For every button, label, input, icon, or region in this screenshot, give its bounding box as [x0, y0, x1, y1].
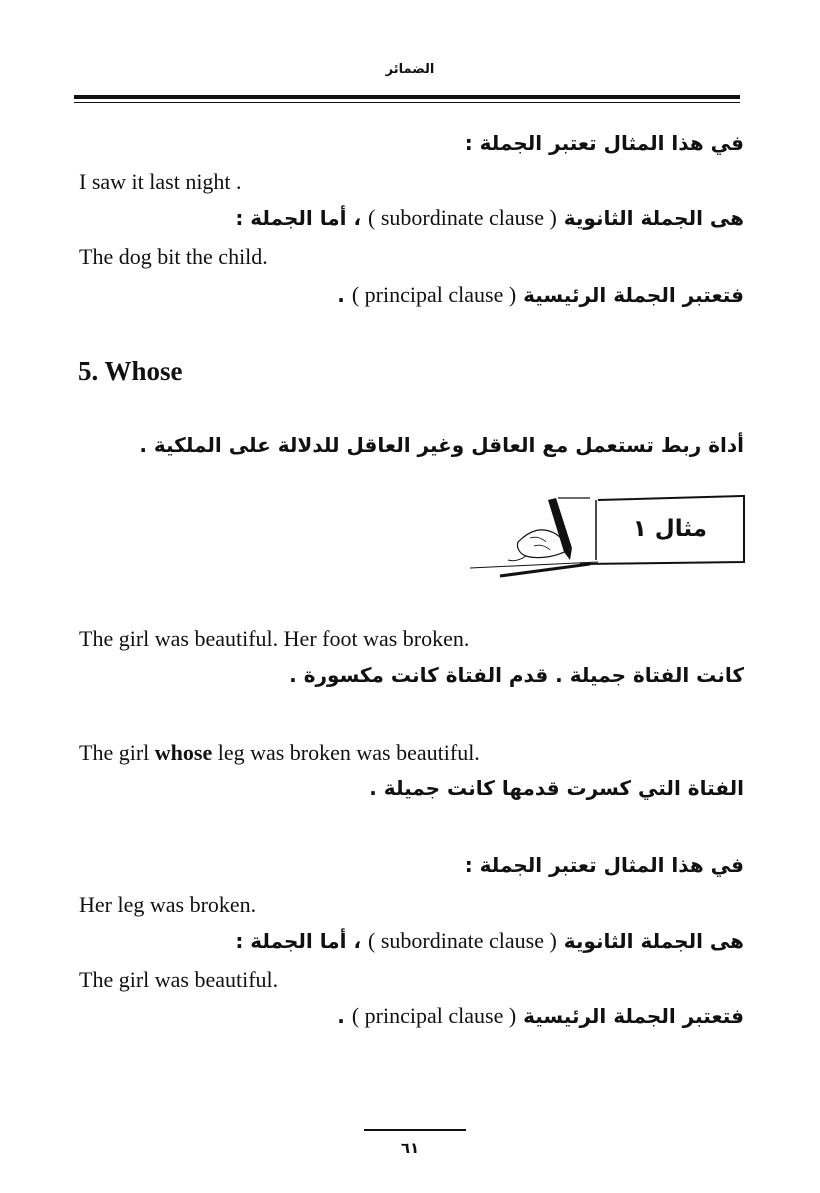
page-header-title: الضمائر — [385, 62, 435, 77]
block2-principal-after: . — [337, 1004, 345, 1028]
block2-subordinate-term: ( subordinate clause ) — [368, 928, 557, 953]
block1-subordinate-after: ، أما الجملة : — [235, 206, 362, 230]
header-rule-thin — [74, 102, 740, 103]
block2-principal-before: فتعتبر الجملة الرئيسية — [523, 1004, 744, 1028]
block1-principal-sentence: The dog bit the child. — [79, 244, 268, 269]
example-label: مثال ١ — [632, 516, 707, 542]
block1-principal-term: ( principal clause ) — [351, 282, 517, 307]
header-rule-thick — [74, 95, 740, 99]
block1-principal-after: . — [337, 283, 345, 307]
block1-intro: في هذا المثال تعتبر الجملة : — [464, 131, 744, 155]
block2-principal-sentence: The girl was beautiful. — [79, 967, 279, 992]
block2-subordinate-sentence: Her leg was broken. — [79, 892, 257, 917]
example-combined-sentence — [79, 740, 480, 766]
example-sentence-pair: The girl was beautiful. Her foot was broken. — [79, 626, 470, 651]
section-definition: أداة ربط تستعمل مع العاقل وغير العاقل للدلالة على الملكية . — [139, 433, 744, 457]
block2-intro: في هذا المثال تعتبر الجملة : — [464, 853, 744, 877]
block1-subordinate-line — [235, 205, 744, 231]
block1-principal-line — [337, 282, 744, 308]
combined-before: The girl — [79, 740, 155, 765]
block1-subordinate-before: هى الجملة الثانوية — [563, 206, 744, 230]
block1-subordinate-term: ( subordinate clause ) — [368, 205, 557, 230]
footer-rule — [364, 1129, 466, 1131]
combined-keyword-whose: whose — [154, 740, 213, 765]
combined-after: leg was broken was beautiful. — [212, 740, 480, 765]
section-heading: 5. Whose — [78, 356, 183, 386]
example-sentence-pair-translation: كانت الفتاة جميلة . قدم الفتاة كانت مكسورة . — [289, 663, 744, 687]
block1-subordinate-sentence: I saw it last night . — [79, 169, 242, 194]
block2-subordinate-before: هى الجملة الثانوية — [563, 929, 744, 953]
example-box — [470, 490, 745, 580]
block2-principal-line — [337, 1003, 744, 1029]
block1-principal-before: فتعتبر الجملة الرئيسية — [523, 283, 744, 307]
page-number: ٦١ — [400, 1139, 420, 1157]
block2-principal-term: ( principal clause ) — [351, 1003, 517, 1028]
example-combined-translation: الفتاة التي كسرت قدمها كانت جميلة . — [369, 776, 744, 800]
block2-subordinate-line — [235, 928, 744, 954]
block2-subordinate-after: ، أما الجملة : — [235, 929, 362, 953]
